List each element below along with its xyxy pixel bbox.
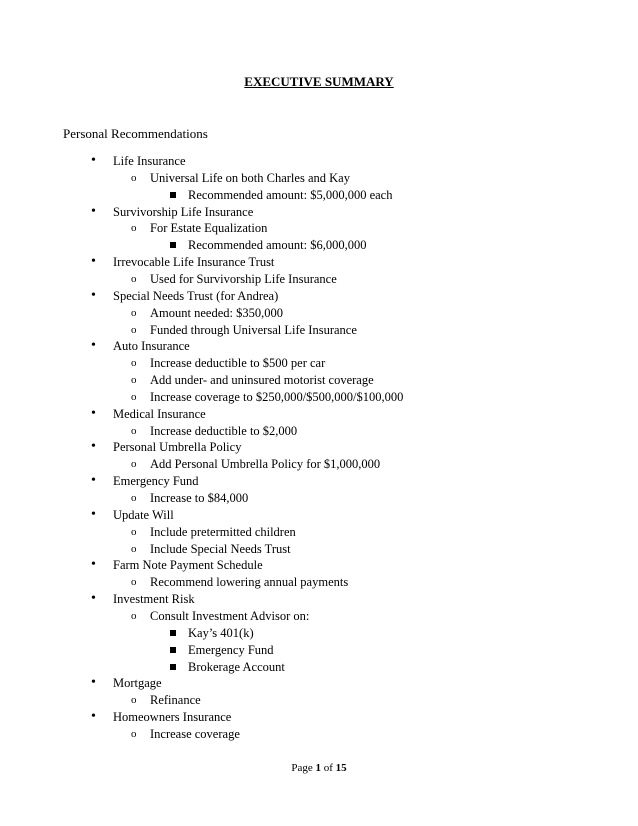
list-item-text: Amount needed: $350,000 — [150, 305, 283, 320]
list-item-level-1 — [0, 271, 638, 288]
list-item-level-0 — [0, 675, 638, 692]
list-item-level-2 — [0, 237, 638, 254]
circle-bullet-icon: o — [131, 374, 137, 387]
circle-bullet-icon: o — [131, 323, 137, 336]
footer-page-number: 1 — [315, 762, 321, 774]
circle-bullet-icon: o — [131, 306, 137, 319]
list-item-level-1 — [0, 574, 638, 591]
list-item-text: Investment Risk — [113, 592, 195, 607]
list-item-text: Funded through Universal Life Insurance — [150, 322, 357, 337]
bullet-icon: • — [91, 203, 96, 219]
list-item-text: For Estate Equalization — [150, 221, 268, 236]
list-item-level-1 — [0, 389, 638, 406]
circle-bullet-icon: o — [131, 222, 137, 235]
list-item-text: Refinance — [150, 693, 201, 708]
list-item-level-0 — [0, 439, 638, 456]
list-item-text: Farm Note Payment Schedule — [113, 558, 263, 573]
list-item-level-2 — [0, 642, 638, 659]
list-item-level-1 — [0, 524, 638, 541]
list-item-level-1 — [0, 726, 638, 743]
page-footer — [0, 762, 638, 774]
list-item-text: Increase deductible to $500 per car — [150, 356, 326, 371]
list-item-text: Used for Survivorship Life Insurance — [150, 271, 337, 286]
list-item-level-1 — [0, 456, 638, 473]
bullet-icon: • — [91, 675, 96, 691]
list-item-level-1 — [0, 541, 638, 558]
square-bullet-icon — [170, 192, 176, 198]
section-heading: Personal Recommendations — [63, 126, 208, 141]
list-item-level-0 — [0, 709, 638, 726]
list-item-text: Auto Insurance — [113, 339, 190, 354]
bullet-icon: • — [91, 709, 96, 725]
list-item-level-0 — [0, 254, 638, 271]
bullet-icon: • — [91, 591, 96, 607]
square-bullet-icon — [170, 630, 176, 636]
list-item-level-1 — [0, 170, 638, 187]
list-item-text: Include Special Needs Trust — [150, 541, 291, 556]
circle-bullet-icon: o — [131, 272, 137, 285]
list-item-level-0 — [0, 557, 638, 574]
circle-bullet-icon: o — [131, 542, 137, 555]
list-item-text: Increase deductible to $2,000 — [150, 423, 298, 438]
list-item-text: Add under- and uninsured motorist coverage — [150, 373, 374, 388]
list-item-level-1 — [0, 608, 638, 625]
list-item-level-1 — [0, 423, 638, 440]
footer-middle: of — [320, 762, 336, 774]
circle-bullet-icon: o — [131, 357, 137, 370]
circle-bullet-icon: o — [131, 525, 137, 538]
list-item-text: Emergency Fund — [188, 642, 274, 657]
list-item-level-0 — [0, 288, 638, 305]
square-bullet-icon — [170, 647, 176, 653]
list-item-text: Include pretermitted children — [150, 524, 296, 539]
list-item-level-2 — [0, 659, 638, 676]
bullet-icon: • — [91, 153, 96, 168]
list-item-text: Medical Insurance — [113, 406, 206, 421]
page-title: EXECUTIVE SUMMARY — [244, 74, 394, 89]
list-item-level-1 — [0, 322, 638, 339]
list-item-level-2 — [0, 187, 638, 204]
list-item-level-1 — [0, 490, 638, 507]
list-item-level-2 — [0, 625, 638, 642]
circle-bullet-icon: o — [131, 609, 137, 622]
circle-bullet-icon: o — [131, 171, 137, 184]
list-item-text: Irrevocable Life Insurance Trust — [113, 255, 275, 270]
list-item-level-1 — [0, 355, 638, 372]
circle-bullet-icon: o — [131, 576, 137, 589]
bullet-icon: • — [91, 254, 96, 270]
list-item-level-0 — [0, 591, 638, 608]
list-item-text: Universal Life on both Charles and Kay — [150, 170, 350, 185]
bullet-icon: • — [91, 287, 96, 303]
list-item-text: Kay’s 401(k) — [188, 625, 254, 640]
list-item-text: Brokerage Account — [188, 659, 285, 674]
footer-page-total: 15 — [335, 762, 347, 774]
bullet-icon: • — [91, 405, 96, 421]
list-item-text: Special Needs Trust (for Andrea) — [113, 288, 279, 303]
list-item-text: Add Personal Umbrella Policy for $1,000,000 — [150, 457, 381, 472]
list-item-level-0 — [0, 338, 638, 355]
list-item-text: Recommended amount: $5,000,000 each — [188, 187, 393, 202]
list-item-text: Increase to $84,000 — [150, 491, 249, 505]
list-item-level-0 — [0, 406, 638, 423]
list-item-level-0 — [0, 473, 638, 490]
footer-prefix: Page — [291, 762, 316, 774]
list-item-text: Emergency Fund — [113, 474, 199, 489]
bullet-icon: • — [91, 338, 96, 354]
list-item-text: Increase coverage — [150, 726, 240, 741]
bullet-icon: • — [91, 439, 96, 455]
list-item-level-1 — [0, 220, 638, 237]
list-item-level-0 — [0, 507, 638, 524]
list-item-text: Mortgage — [113, 676, 162, 691]
list-item-text: Consult Investment Advisor on: — [150, 608, 310, 623]
list-item-text: Update Will — [113, 507, 174, 522]
list-item-level-1 — [0, 372, 638, 389]
list-item-level-0 — [0, 153, 638, 170]
circle-bullet-icon: o — [131, 458, 137, 471]
list-item-text: Life Insurance — [113, 154, 186, 168]
bullet-icon: • — [91, 557, 96, 573]
list-item-text: Survivorship Life Insurance — [113, 204, 254, 219]
circle-bullet-icon: o — [131, 390, 137, 403]
square-bullet-icon — [170, 242, 176, 248]
list-item-text: Recommended amount: $6,000,000 — [188, 238, 367, 253]
circle-bullet-icon: o — [131, 492, 137, 504]
square-bullet-icon — [170, 664, 176, 670]
list-item-text: Recommend lowering annual payments — [150, 575, 349, 590]
list-item-level-1 — [0, 692, 638, 709]
list-item-text: Increase coverage to $250,000/$500,000/$100,000 — [150, 389, 404, 404]
list-item-level-1 — [0, 305, 638, 322]
bullet-icon: • — [91, 473, 96, 489]
circle-bullet-icon: o — [131, 727, 137, 740]
list-item-text: Personal Umbrella Policy — [113, 440, 242, 455]
circle-bullet-icon: o — [131, 424, 137, 437]
list-item-text: Homeowners Insurance — [113, 710, 232, 725]
circle-bullet-icon: o — [131, 694, 137, 707]
bullet-icon: • — [91, 506, 96, 522]
list-item-level-0 — [0, 204, 638, 221]
